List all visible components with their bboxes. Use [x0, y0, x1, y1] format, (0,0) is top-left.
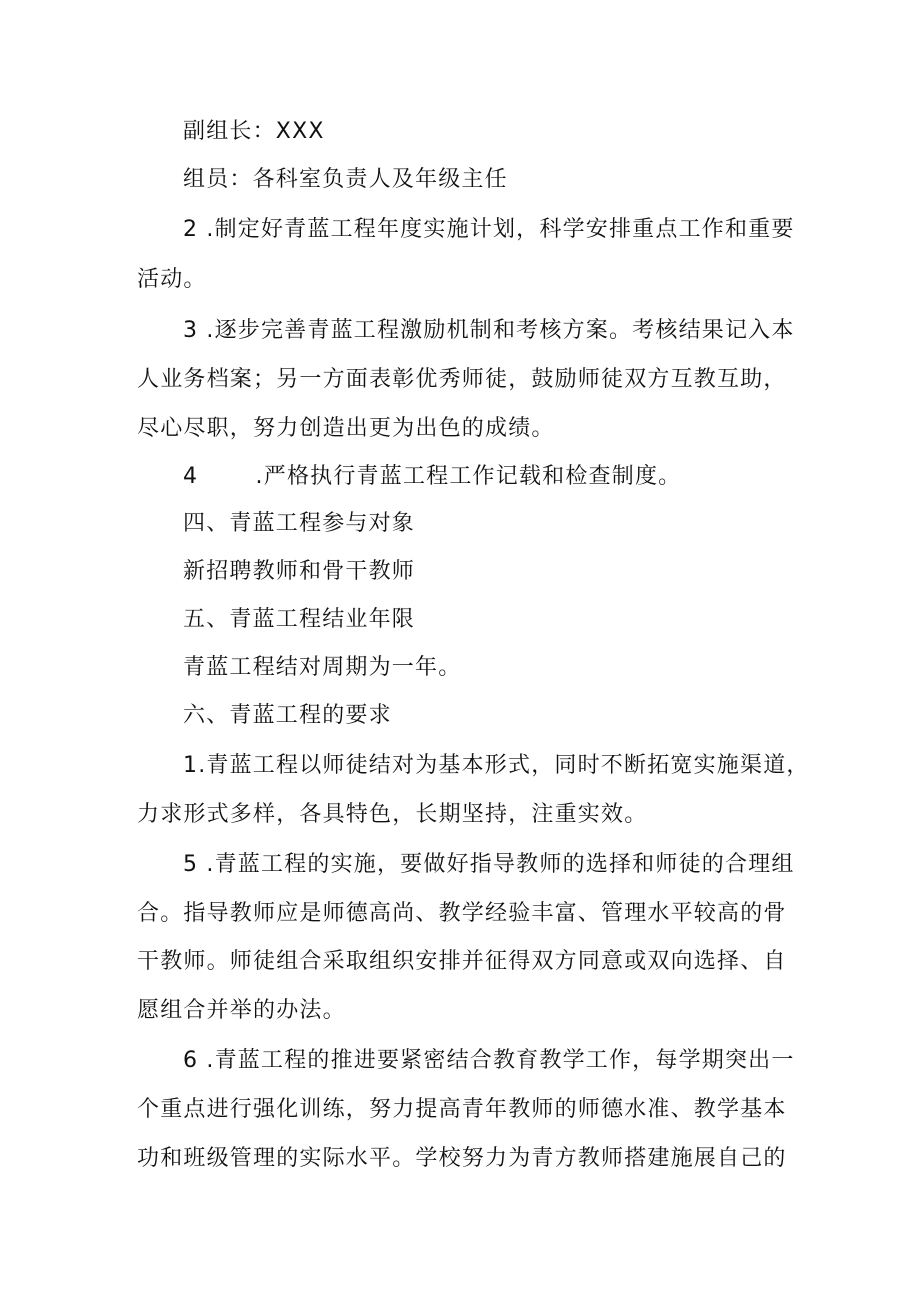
- req-1-line-2: 力求形式多样，各具特色，长期坚持，注重实效。: [137, 802, 648, 827]
- item-2-line-2: 活动。: [137, 267, 207, 292]
- req-5-line-1: 5 .青蓝工程的实施，要做好指导教师的选择和师徒的合理组: [183, 852, 795, 877]
- section-6-heading: 六、青蓝工程的要求: [183, 703, 392, 728]
- item-3-line-2: 人业务档案；另一方面表彰优秀师徒，鼓励师徒双方互教互助，: [137, 367, 787, 392]
- item-3-line-3: 尽心尽职，努力创造出更为出色的成绩。: [137, 416, 555, 441]
- req-1-line-1: 1.青蓝工程以师徒结对为基本形式，同时不断拓宽实施渠道，: [183, 753, 810, 778]
- item-4-line: 4 .严格执行青蓝工程工作记载和检查制度。: [183, 464, 682, 489]
- req-6-line-3: 功和班级管理的实际水平。学校努力为青方教师搭建施展自己的: [137, 1146, 787, 1171]
- req-5-line-4: 愿组合并举的办法。: [137, 998, 346, 1023]
- section-5-heading: 五、青蓝工程结业年限: [183, 607, 416, 632]
- section-4-body: 新招聘教师和骨干教师: [183, 559, 416, 584]
- item-3-line-1: 3 .逐步完善青蓝工程激励机制和考核方案。考核结果记入本: [183, 318, 795, 343]
- members-line: 组员：各科室负责人及年级主任: [183, 167, 508, 192]
- section-5-body: 青蓝工程结对周期为一年。: [183, 655, 462, 680]
- req-6-line-1: 6 .青蓝工程的推进要紧密结合教育教学工作，每学期突出一: [183, 1048, 795, 1073]
- item-2-line-1: 2 .制定好青蓝工程年度实施计划，科学安排重点工作和重要: [183, 217, 795, 242]
- section-4-heading: 四、青蓝工程参与对象: [183, 511, 416, 536]
- deputy-leader-line: 副组长：XXX: [183, 119, 325, 144]
- req-6-line-2: 个重点进行强化训练，努力提高青年教师的师德水准、教学基本: [137, 1097, 787, 1122]
- req-5-line-3: 干教师。师徒组合采取组织安排并征得双方同意或双向选择、自: [137, 949, 787, 974]
- req-5-line-2: 合。指导教师应是师德高尚、教学经验丰富、管理水平较高的骨: [137, 901, 787, 926]
